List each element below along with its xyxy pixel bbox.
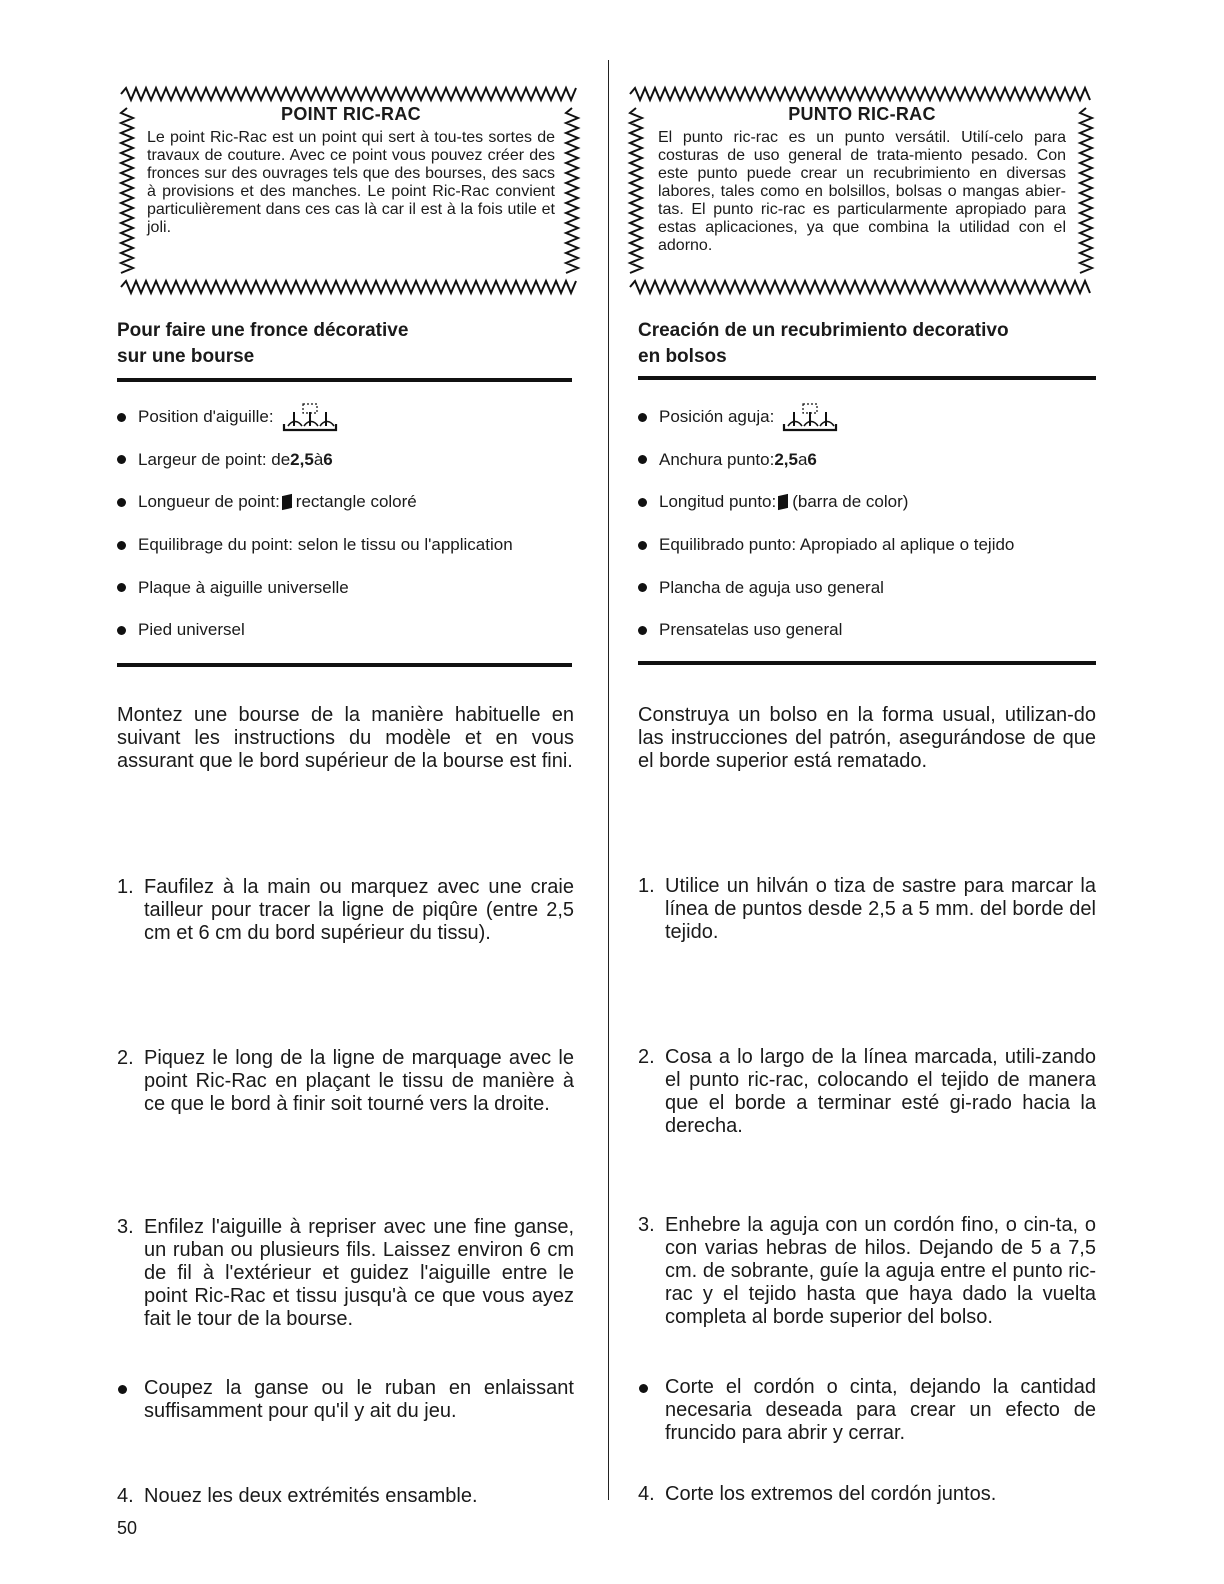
bullet-icon <box>118 1385 127 1394</box>
page-number: 50 <box>117 1518 138 1538</box>
bullet-icon <box>117 413 126 422</box>
zigzag-left <box>121 108 133 273</box>
box-title: POINT RIC-RAC <box>281 104 421 124</box>
section-rule-top <box>117 378 572 382</box>
setting-needle-position: Position d'aiguille: <box>117 396 577 439</box>
box-text: El punto ric-rac es un punto versátil. Utilí-celo para costuras de uso general de trata-miento pesado. Con este punto puede crear un recubrimiento en diversas labores, tales como en bolsillos, bolsas o mangas abier-tas. El punto ric-rac es particularmente apropiado para estas aplicaciones, ya que combina la utilidad con el adorno. <box>658 129 1066 254</box>
intro-paragraph: Montez une bourse de la manière habituelle en suivant les instructions du modèle et en vous assurant que le bord supérieur de la bourse est fini. <box>117 704 574 772</box>
ric-rac-info-box <box>107 78 592 303</box>
intro-paragraph: Construya un bolso en la forma usual, utilizan-do las instrucciones del patrón, asegurándose de que el borde superior está rematado. <box>638 704 1096 772</box>
step-1: 1. Utilice un hilván o tiza de sastre para marcar la línea de puntos desde 2,5 a 5 mm. del borde del tejido. <box>638 875 1096 943</box>
zigzag-top <box>121 88 576 100</box>
color-bar-icon <box>778 494 788 510</box>
bullet-icon <box>638 498 647 507</box>
machine-settings-list <box>117 396 577 652</box>
step-1: 1. Faufilez à la main ou marquez avec une craie tailleur pour tracer la ligne de piqûre (entre 2,5 cm et 6 cm du bord supérieur du tissu). <box>117 876 574 944</box>
step-2: 2. Piquez le long de la ligne de marquage avec le point Ric-Rac en plaçant le tissu de manière à ce que le bord à finir soit tourné vers la droite. <box>117 1047 574 1115</box>
section-rule-bottom <box>117 663 572 667</box>
bullet-step: Coupez la ganse ou le ruban en enlaissant suffisamment pour qu'il y ait du jeu. <box>117 1377 574 1423</box>
section-title: Pour faire une fronce décorative sur une bourse <box>117 320 409 367</box>
section-title: Creación de un recubrimiento decorativo en bolsos <box>638 320 1009 367</box>
setting-needle-plate: Plaque à aiguille universelle <box>117 566 577 609</box>
zigzag-bottom <box>630 281 1090 293</box>
bullet-icon <box>638 541 647 550</box>
setting-stitch-length: Longitud punto: (barra de color) <box>638 481 1098 524</box>
bullet-step: Corte el cordón o cinta, dejando la cantidad necesaria deseada para crear un efecto de fruncido para abrir y cerrar. <box>638 1376 1096 1445</box>
step-3: 3. Enfilez l'aiguille à repriser avec une fine ganse, un ruban ou plusieurs fils. Laissez environ 6 cm de fil à l'extérieur et guidez l'aiguille entre le point Ric-Rac et tissu jusqu'à ce que vous ayez fait le tour de la bourse. <box>117 1216 574 1330</box>
setting-balance: Equilibrage du point: selon le tissu ou l'application <box>117 524 577 567</box>
needle-position-icon <box>282 402 338 432</box>
column-divider <box>608 60 609 1500</box>
step-3: 3. Enhebre la aguja con un cordón fino, o cin-ta, o con varias hebras de hilos. Dejando de 5 a 7,5 cm. de sobrante, guíe la aguja entre el punto ric-rac y el tejido hasta que haya dado la vuelta completa al borde superior del bolso. <box>638 1214 1096 1328</box>
step-4: 4. Nouez les deux extrémités ensamble. <box>117 1485 478 1507</box>
box-text: Le point Ric-Rac est un point qui sert à tou-tes sortes de travaux de couture. Avec ce point vous pouvez créer des fronces sur des ouvrages tels que des bourses, des sacs à provisions et des manches. Le point Ric-Rac convient particulièrement dans ces cas là car il est à la fois utile et joli. <box>147 129 555 236</box>
section-rule-bottom <box>638 661 1096 665</box>
zigzag-top <box>630 88 1090 100</box>
setting-needle-plate: Plancha de aguja uso general <box>638 566 1098 609</box>
bullet-icon <box>117 498 126 507</box>
needle-position-icon <box>782 402 838 432</box>
bullet-icon <box>639 1384 648 1393</box>
bullet-icon <box>117 583 126 592</box>
bullet-icon <box>638 583 647 592</box>
machine-settings-list <box>638 396 1098 652</box>
bullet-icon <box>638 413 647 422</box>
box-title: PUNTO RIC-RAC <box>788 104 936 124</box>
setting-stitch-length: Longueur de point: rectangle coloré <box>117 481 577 524</box>
setting-needle-position: Posición aguja: <box>638 396 1098 439</box>
color-bar-icon <box>282 494 292 510</box>
zigzag-right <box>566 108 578 273</box>
bullet-icon <box>117 455 126 464</box>
zigzag-left <box>630 108 642 273</box>
setting-stitch-width: Anchura punto: 2,5 a 6 <box>638 439 1098 482</box>
step-4: 4. Corte los extremos del cordón juntos. <box>638 1483 997 1505</box>
bullet-icon <box>117 541 126 550</box>
section-rule-top <box>638 376 1096 380</box>
step-2: 2. Cosa a lo largo de la línea marcada, utili-zando el punto ric-rac, colocando el tejido de manera que el borde a terminar esté gi-rado hacia la derecha. <box>638 1046 1096 1137</box>
setting-stitch-width: Largeur de point: de 2,5 à 6 <box>117 439 577 482</box>
bullet-icon <box>117 626 126 635</box>
setting-presser-foot: Pied universel <box>117 609 577 652</box>
zigzag-bottom <box>121 281 576 293</box>
setting-presser-foot: Prensatelas uso general <box>638 609 1098 652</box>
setting-balance: Equilibrado punto: Apropiado al aplique o tejido <box>638 524 1098 567</box>
bullet-icon <box>638 626 647 635</box>
ric-rac-info-box <box>616 78 1106 303</box>
bullet-icon <box>638 455 647 464</box>
zigzag-right <box>1080 108 1092 273</box>
